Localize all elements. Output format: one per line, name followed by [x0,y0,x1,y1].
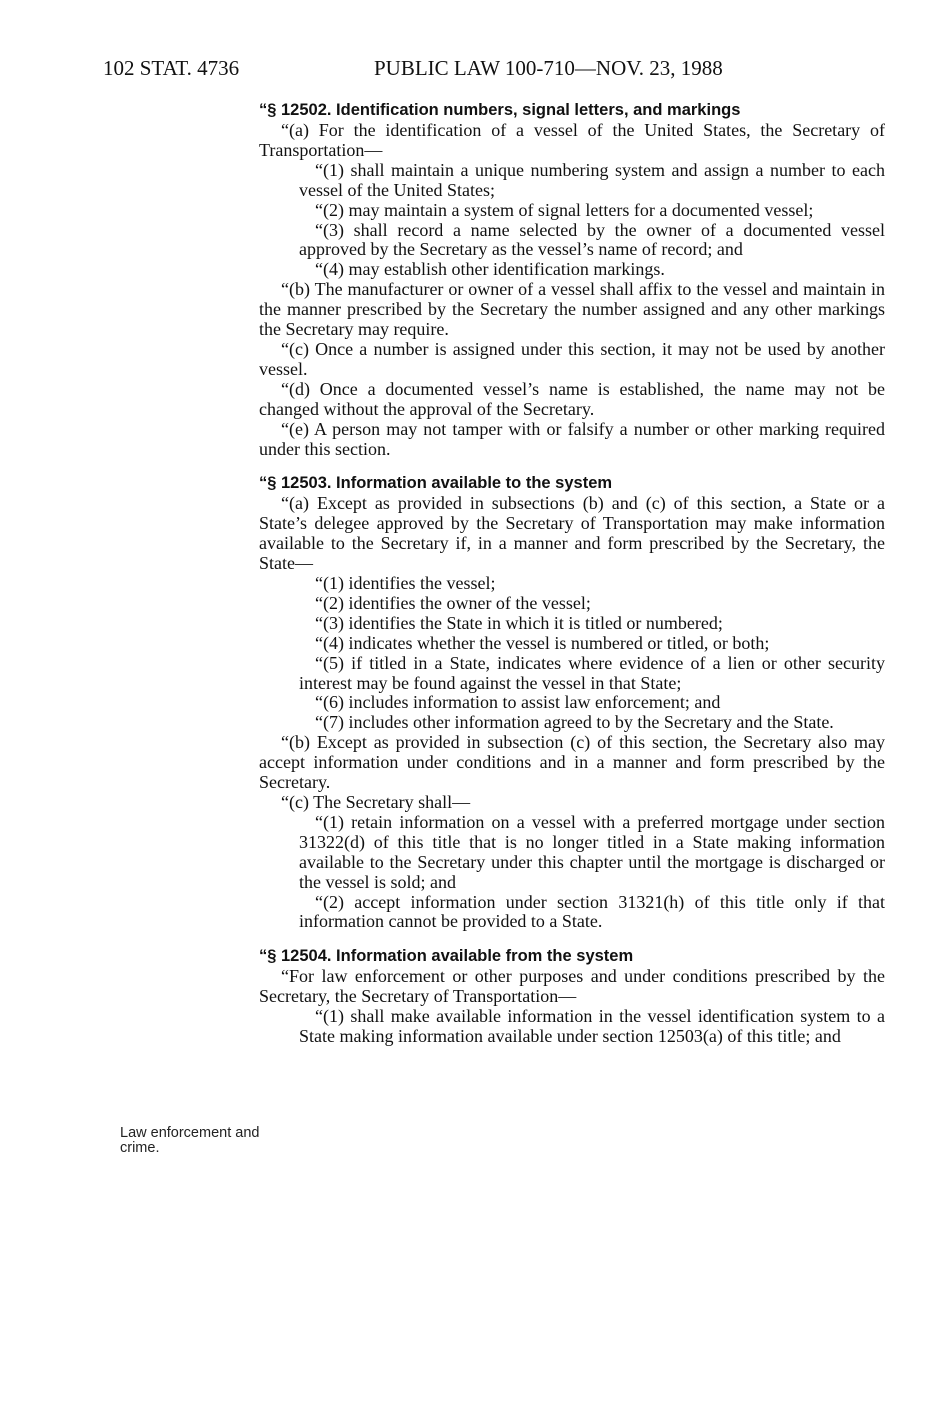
section-intro: “For law enforcement or other purposes and under conditions prescribed by the Secretary, the Secretary of Transportation— [259,966,885,1007]
subsection-e: “(e) A person may not tamper with or falsify a number or other marking required under this section. [259,418,885,459]
subsection-d: “(d) Once a documented vessel’s name is established, the name may not be changed without the approval of the Secretary. [259,378,885,419]
subsection-c: “(c) The Secretary shall— [281,792,471,812]
subsection-c: “(c) Once a number is assigned under this section, it may not be used by another vessel. [259,338,885,379]
statute-page-number: 102 STAT. 4736 [103,56,240,80]
paragraph-1: “(1) shall maintain a unique numbering system and assign a number to each vessel of the United States; [299,159,885,200]
section-heading-12502: “§ 12502. Identification numbers, signal letters, and markings [259,101,741,119]
subsection-b: “(b) Except as provided in subsection (c) of this section, the Secretary also may accept information under conditions and in a manner and form prescribed by the Secretary. [259,732,885,793]
document-body [259,100,885,1047]
paragraph-4: “(4) indicates whether the vessel is numbered or titled, or both; [315,632,770,653]
section-heading-12504: “§ 12504. Information available from the system [259,947,634,966]
paragraph-1: “(1) retain information on a vessel with a preferred mortgage under section 31322(d) of this title that is no longer titled in a State making information available to the Secretary under this chapter until the mortgage is discharged or the vessel is sold; and [299,811,885,892]
margin-note: Law enforcement and crime. [120,1125,260,1156]
paragraph-2: “(2) may maintain a system of signal letters for a documented vessel; [315,199,814,220]
subsection-a: “(a) For the identification of a vessel of the United States, the Secretary of Transportation— [259,120,885,160]
paragraph-6: “(6) includes information to assist law enforcement; and [315,692,721,713]
paragraph-3: “(3) shall record a name selected by the owner of a documented vessel approved by the Secretary as the vessel’s name of record; and [299,219,885,260]
paragraph-7: “(7) includes other information agreed to by the Secretary and the State. [315,712,834,733]
paragraph-2: “(2) identifies the owner of the vessel; [315,592,591,613]
public-law-title: PUBLIC LAW 100-710—NOV. 23, 1988 [374,56,723,80]
paragraph-2: “(2) accept information under section 31321(h) of this title only if that information cannot be provided to a State. [299,891,885,932]
subsection-b: “(b) The manufacturer or owner of a vessel shall affix to the vessel and maintain in the manner prescribed by the Secretary the number assigned and any other markings the Secretary may require. [259,279,885,340]
paragraph-5: “(5) if titled in a State, indicates where evidence of a lien or other security interest may be found against the vessel in that State; [299,652,885,693]
section-heading-12503: “§ 12503. Information available to the system [259,474,613,493]
paragraph-4: “(4) may establish other identification markings. [315,259,665,280]
paragraph-3: “(3) identifies the State in which it is titled or numbered; [315,612,723,633]
subsection-a: “(a) Except as provided in subsections (b) and (c) of this section, a State or a State’s delegee approved by the Secretary of Transportation may make information available to the Secretary if, in a manner and form prescribed by the Secretary, the State— [259,493,885,574]
paragraph-1: “(1) shall make available information in the vessel identification system to a State making information available under section 12503(a) of this title; and [299,1006,885,1047]
paragraph-1: “(1) identifies the vessel; [315,573,496,594]
page-header [0,56,947,86]
